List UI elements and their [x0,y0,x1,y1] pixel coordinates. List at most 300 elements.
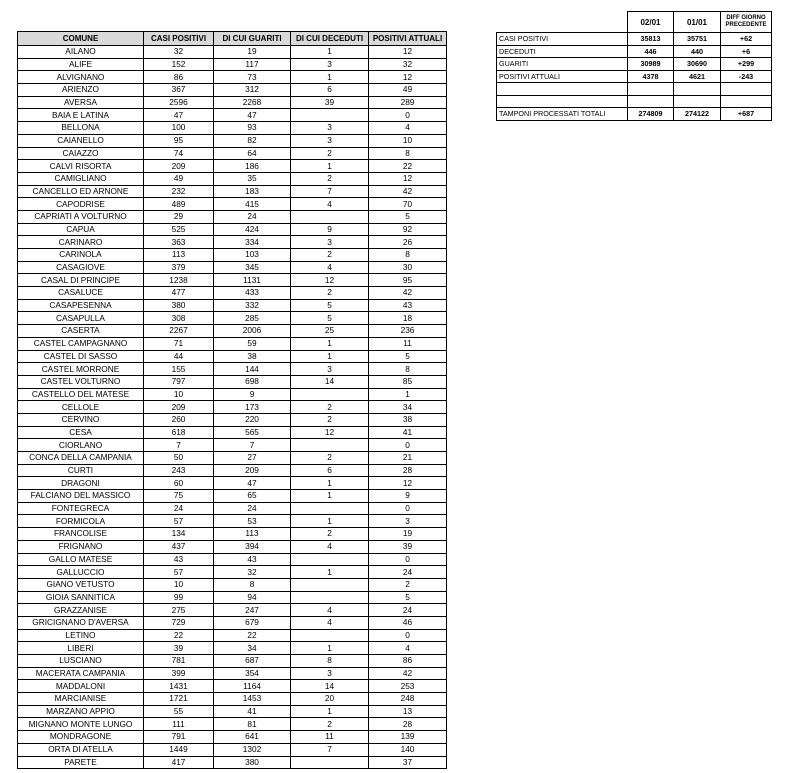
cell-casi-positivi: 363 [144,236,214,249]
cell-guariti: 2268 [214,96,291,109]
table-row [18,185,447,198]
summary-value-date-1: 4378 [628,70,674,83]
cell-casi-positivi: 155 [144,363,214,376]
table-row [18,629,447,642]
cell-comune: MADDALONI [18,680,144,693]
cell-guariti: 209 [214,464,291,477]
cell-positivi-attuali: 0 [369,502,447,515]
cell-comune: ORTA DI ATELLA [18,743,144,756]
cell-deceduti: 5 [291,312,369,325]
cell-positivi-attuali: 85 [369,375,447,388]
cell-guariti: 424 [214,223,291,236]
summary-header-row [497,12,772,33]
cell-deceduti: 6 [291,84,369,97]
summary-value-date-2: 35751 [674,33,721,46]
comuni-header-row [18,32,447,46]
cell-guariti: 698 [214,375,291,388]
cell-guariti: 81 [214,718,291,731]
cell-deceduti: 4 [291,198,369,211]
summary-value-date-1: 274809 [628,108,674,121]
cell-deceduti: 3 [291,58,369,71]
cell-guariti: 345 [214,261,291,274]
summary-row [497,45,772,58]
table-row [18,680,447,693]
cell-deceduti [291,553,369,566]
cell-guariti: 24 [214,210,291,223]
cell-casi-positivi: 49 [144,172,214,185]
cell-positivi-attuali: 70 [369,198,447,211]
cell-positivi-attuali: 5 [369,350,447,363]
cell-guariti: 117 [214,58,291,71]
cell-deceduti: 2 [291,452,369,465]
cell-guariti: 334 [214,236,291,249]
cell-comune: CURTI [18,464,144,477]
cell-casi-positivi: 379 [144,261,214,274]
cell-casi-positivi: 10 [144,578,214,591]
table-row [18,299,447,312]
table-row [18,502,447,515]
summary-label: POSITIVI ATTUALI [497,70,628,83]
cell-casi-positivi: 437 [144,540,214,553]
table-row [18,58,447,71]
summary-label: CASI POSITIVI [497,33,628,46]
table-row [18,439,447,452]
summary-row [497,58,772,71]
cell-guariti: 27 [214,452,291,465]
cell-comune: BAIA E LATINA [18,109,144,122]
table-row [18,743,447,756]
cell-guariti: 47 [214,477,291,490]
cell-comune: ARIENZO [18,84,144,97]
cell-guariti: 32 [214,566,291,579]
cell-deceduti: 20 [291,693,369,706]
table-row [18,413,447,426]
cell-comune: PARETE [18,756,144,769]
table-row [18,210,447,223]
cell-comune: CESA [18,426,144,439]
summary-value-diff: +6 [721,45,772,58]
table-row [18,655,447,668]
cell-positivi-attuali: 253 [369,680,447,693]
table-row [18,198,447,211]
cell-guariti: 687 [214,655,291,668]
cell-guariti: 43 [214,553,291,566]
cell-comune: GRAZZANISE [18,604,144,617]
cell-deceduti: 9 [291,223,369,236]
cell-positivi-attuali: 30 [369,261,447,274]
cell-positivi-attuali: 95 [369,274,447,287]
cell-casi-positivi: 1721 [144,693,214,706]
cell-positivi-attuali: 21 [369,452,447,465]
cell-deceduti: 2 [291,287,369,300]
cell-deceduti: 39 [291,96,369,109]
table-row [18,718,447,731]
cell-deceduti: 14 [291,375,369,388]
table-row [18,401,447,414]
header-casi-positivi: CASI POSITIVI [144,32,214,46]
summary-row [497,70,772,83]
table-row [18,604,447,617]
cell-deceduti: 1 [291,46,369,59]
cell-guariti: 93 [214,122,291,135]
cell-positivi-attuali: 140 [369,743,447,756]
cell-deceduti: 1 [291,566,369,579]
table-row [18,540,447,553]
cell-positivi-attuali: 42 [369,667,447,680]
cell-positivi-attuali: 34 [369,401,447,414]
cell-comune: MIGNANO MONTE LUNGO [18,718,144,731]
summary-row [497,108,772,121]
cell-deceduti: 2 [291,249,369,262]
cell-positivi-attuali: 236 [369,325,447,338]
cell-positivi-attuali: 0 [369,439,447,452]
cell-deceduti [291,629,369,642]
cell-comune: CERVINO [18,413,144,426]
cell-positivi-attuali: 3 [369,515,447,528]
cell-guariti: 22 [214,629,291,642]
table-row [18,667,447,680]
cell-guariti: 73 [214,71,291,84]
summary-row [497,95,772,108]
cell-deceduti: 3 [291,122,369,135]
table-row [18,249,447,262]
cell-casi-positivi: 75 [144,490,214,503]
cell-casi-positivi: 367 [144,84,214,97]
cell-deceduti: 3 [291,236,369,249]
cell-deceduti [291,756,369,769]
cell-deceduti: 1 [291,71,369,84]
summary-value-diff: +299 [721,58,772,71]
cell-casi-positivi: 86 [144,71,214,84]
header-guariti: DI CUI GUARITI [214,32,291,46]
table-row [18,122,447,135]
cell-casi-positivi: 243 [144,464,214,477]
table-row [18,388,447,401]
cell-comune: GRICIGNANO D'AVERSA [18,616,144,629]
summary-label [497,83,628,96]
table-row [18,363,447,376]
cell-deceduti: 7 [291,743,369,756]
cell-deceduti: 1 [291,642,369,655]
summary-label: TAMPONI PROCESSATI TOTALI [497,108,628,121]
cell-positivi-attuali: 289 [369,96,447,109]
cell-guariti: 64 [214,147,291,160]
cell-positivi-attuali: 12 [369,477,447,490]
cell-guariti: 186 [214,160,291,173]
cell-positivi-attuali: 28 [369,718,447,731]
cell-deceduti: 1 [291,350,369,363]
cell-comune: ALIFE [18,58,144,71]
table-row [18,84,447,97]
cell-casi-positivi: 232 [144,185,214,198]
cell-comune: AVERSA [18,96,144,109]
cell-deceduti: 2 [291,718,369,731]
cell-comune: CAMIGLIANO [18,172,144,185]
cell-deceduti: 5 [291,299,369,312]
cell-guariti: 641 [214,731,291,744]
cell-guariti: 53 [214,515,291,528]
cell-comune: CELLOLE [18,401,144,414]
cell-positivi-attuali: 1 [369,388,447,401]
table-row [18,426,447,439]
cell-casi-positivi: 95 [144,134,214,147]
cell-guariti: 565 [214,426,291,439]
cell-casi-positivi: 50 [144,452,214,465]
cell-positivi-attuali: 32 [369,58,447,71]
cell-deceduti: 2 [291,172,369,185]
cell-guariti: 285 [214,312,291,325]
cell-deceduti [291,439,369,452]
summary-value-diff: +687 [721,108,772,121]
cell-comune: LIBERI [18,642,144,655]
cell-positivi-attuali: 12 [369,71,447,84]
cell-casi-positivi: 134 [144,528,214,541]
table-row [18,109,447,122]
cell-guariti: 35 [214,172,291,185]
cell-comune: FALCIANO DEL MASSICO [18,490,144,503]
cell-deceduti: 1 [291,160,369,173]
summary-value-date-1: 35813 [628,33,674,46]
cell-deceduti: 7 [291,185,369,198]
summary-value-date-2 [674,95,721,108]
table-row [18,553,447,566]
cell-positivi-attuali: 13 [369,705,447,718]
cell-guariti: 144 [214,363,291,376]
cell-casi-positivi: 99 [144,591,214,604]
cell-guariti: 34 [214,642,291,655]
cell-positivi-attuali: 19 [369,528,447,541]
table-row [18,160,447,173]
cell-positivi-attuali: 12 [369,46,447,59]
table-row [18,350,447,363]
cell-guariti: 1131 [214,274,291,287]
cell-guariti: 7 [214,439,291,452]
cell-positivi-attuali: 12 [369,172,447,185]
cell-guariti: 220 [214,413,291,426]
cell-positivi-attuali: 5 [369,591,447,604]
cell-comune: FRIGNANO [18,540,144,553]
cell-casi-positivi: 55 [144,705,214,718]
cell-positivi-attuali: 24 [369,604,447,617]
cell-positivi-attuali: 28 [369,464,447,477]
cell-comune: CAPUA [18,223,144,236]
cell-casi-positivi: 24 [144,502,214,515]
cell-guariti: 2006 [214,325,291,338]
cell-positivi-attuali: 10 [369,134,447,147]
cell-guariti: 38 [214,350,291,363]
cell-casi-positivi: 57 [144,566,214,579]
cell-casi-positivi: 71 [144,337,214,350]
summary-label [497,95,628,108]
summary-table [496,11,772,121]
cell-comune: LUSCIANO [18,655,144,668]
cell-comune: CONCA DELLA CAMPANIA [18,452,144,465]
cell-casi-positivi: 43 [144,553,214,566]
cell-guariti: 312 [214,84,291,97]
table-row [18,578,447,591]
table-row [18,287,447,300]
table-row [18,693,447,706]
cell-positivi-attuali: 0 [369,553,447,566]
cell-deceduti: 3 [291,667,369,680]
summary-header-blank [497,12,628,33]
cell-casi-positivi: 7 [144,439,214,452]
summary-value-diff [721,83,772,96]
cell-guariti: 1302 [214,743,291,756]
cell-deceduti: 1 [291,515,369,528]
cell-deceduti: 11 [291,731,369,744]
summary-header-date-2: 01/01 [674,12,721,33]
summary-value-diff: +62 [721,33,772,46]
cell-casi-positivi: 417 [144,756,214,769]
cell-positivi-attuali: 24 [369,566,447,579]
cell-guariti: 247 [214,604,291,617]
cell-positivi-attuali: 0 [369,109,447,122]
cell-comune: CASTEL MORRONE [18,363,144,376]
cell-guariti: 41 [214,705,291,718]
cell-deceduti: 4 [291,540,369,553]
cell-comune: CALVI RISORTA [18,160,144,173]
cell-comune: CASALUCE [18,287,144,300]
table-row [18,705,447,718]
cell-guariti: 354 [214,667,291,680]
cell-comune: CASTEL DI SASSO [18,350,144,363]
cell-casi-positivi: 1449 [144,743,214,756]
cell-comune: GIANO VETUSTO [18,578,144,591]
cell-casi-positivi: 10 [144,388,214,401]
cell-comune: FONTEGRECA [18,502,144,515]
cell-guariti: 19 [214,46,291,59]
cell-positivi-attuali: 8 [369,363,447,376]
cell-positivi-attuali: 38 [369,413,447,426]
cell-comune: CASAGIOVE [18,261,144,274]
cell-positivi-attuali: 39 [369,540,447,553]
cell-positivi-attuali: 11 [369,337,447,350]
table-row [18,591,447,604]
cell-comune: GIOIA SANNITICA [18,591,144,604]
table-row [18,731,447,744]
cell-casi-positivi: 57 [144,515,214,528]
table-row [18,490,447,503]
table-row [18,337,447,350]
cell-deceduti: 1 [291,337,369,350]
cell-positivi-attuali: 0 [369,629,447,642]
cell-guariti: 8 [214,578,291,591]
cell-casi-positivi: 2596 [144,96,214,109]
cell-deceduti: 1 [291,490,369,503]
cell-positivi-attuali: 5 [369,210,447,223]
cell-deceduti: 4 [291,616,369,629]
cell-guariti: 65 [214,490,291,503]
cell-casi-positivi: 113 [144,249,214,262]
cell-casi-positivi: 380 [144,299,214,312]
cell-guariti: 103 [214,249,291,262]
cell-guariti: 1164 [214,680,291,693]
summary-value-diff: -243 [721,70,772,83]
cell-casi-positivi: 100 [144,122,214,135]
cell-deceduti: 14 [291,680,369,693]
cell-comune: BELLONA [18,122,144,135]
cell-casi-positivi: 399 [144,667,214,680]
cell-deceduti: 1 [291,705,369,718]
table-row [18,134,447,147]
cell-deceduti: 2 [291,413,369,426]
table-row [18,756,447,769]
table-row [18,477,447,490]
cell-positivi-attuali: 26 [369,236,447,249]
table-row [18,274,447,287]
cell-comune: GALLUCCIO [18,566,144,579]
cell-deceduti: 3 [291,134,369,147]
table-row [18,172,447,185]
cell-comune: CAIAZZO [18,147,144,160]
cell-comune: CASTEL CAMPAGNANO [18,337,144,350]
summary-value-date-1 [628,83,674,96]
cell-comune: LETINO [18,629,144,642]
cell-comune: CARINARO [18,236,144,249]
cell-guariti: 1453 [214,693,291,706]
cell-casi-positivi: 209 [144,401,214,414]
cell-deceduti: 25 [291,325,369,338]
cell-guariti: 332 [214,299,291,312]
cell-casi-positivi: 74 [144,147,214,160]
cell-guariti: 433 [214,287,291,300]
cell-casi-positivi: 60 [144,477,214,490]
cell-positivi-attuali: 41 [369,426,447,439]
cell-guariti: 183 [214,185,291,198]
cell-comune: CAIANELLO [18,134,144,147]
cell-guariti: 59 [214,337,291,350]
cell-comune: FORMICOLA [18,515,144,528]
cell-casi-positivi: 29 [144,210,214,223]
summary-header-date-1: 02/01 [628,12,674,33]
cell-casi-positivi: 260 [144,413,214,426]
cell-comune: CASAPULLA [18,312,144,325]
cell-deceduti [291,210,369,223]
cell-guariti: 24 [214,502,291,515]
cell-positivi-attuali: 42 [369,185,447,198]
cell-casi-positivi: 618 [144,426,214,439]
cell-comune: DRAGONI [18,477,144,490]
summary-value-date-2: 440 [674,45,721,58]
cell-positivi-attuali: 86 [369,655,447,668]
cell-comune: MONDRAGONE [18,731,144,744]
summary-value-date-1: 446 [628,45,674,58]
table-row [18,616,447,629]
cell-casi-positivi: 152 [144,58,214,71]
table-row [18,147,447,160]
comuni-table [17,31,447,769]
table-row [18,515,447,528]
cell-comune: CAPODRISE [18,198,144,211]
summary-label: GUARITI [497,58,628,71]
cell-casi-positivi: 47 [144,109,214,122]
cell-comune: MARZANO APPIO [18,705,144,718]
cell-casi-positivi: 781 [144,655,214,668]
table-row [18,46,447,59]
cell-guariti: 380 [214,756,291,769]
summary-header-diff: DIFF GIORNO PRECEDENTE [721,12,772,33]
table-row [18,325,447,338]
cell-comune: CIORLANO [18,439,144,452]
cell-comune: CASAPESENNA [18,299,144,312]
cell-casi-positivi: 525 [144,223,214,236]
cell-casi-positivi: 22 [144,629,214,642]
cell-positivi-attuali: 92 [369,223,447,236]
cell-positivi-attuali: 8 [369,147,447,160]
table-row [18,528,447,541]
cell-deceduti: 8 [291,655,369,668]
